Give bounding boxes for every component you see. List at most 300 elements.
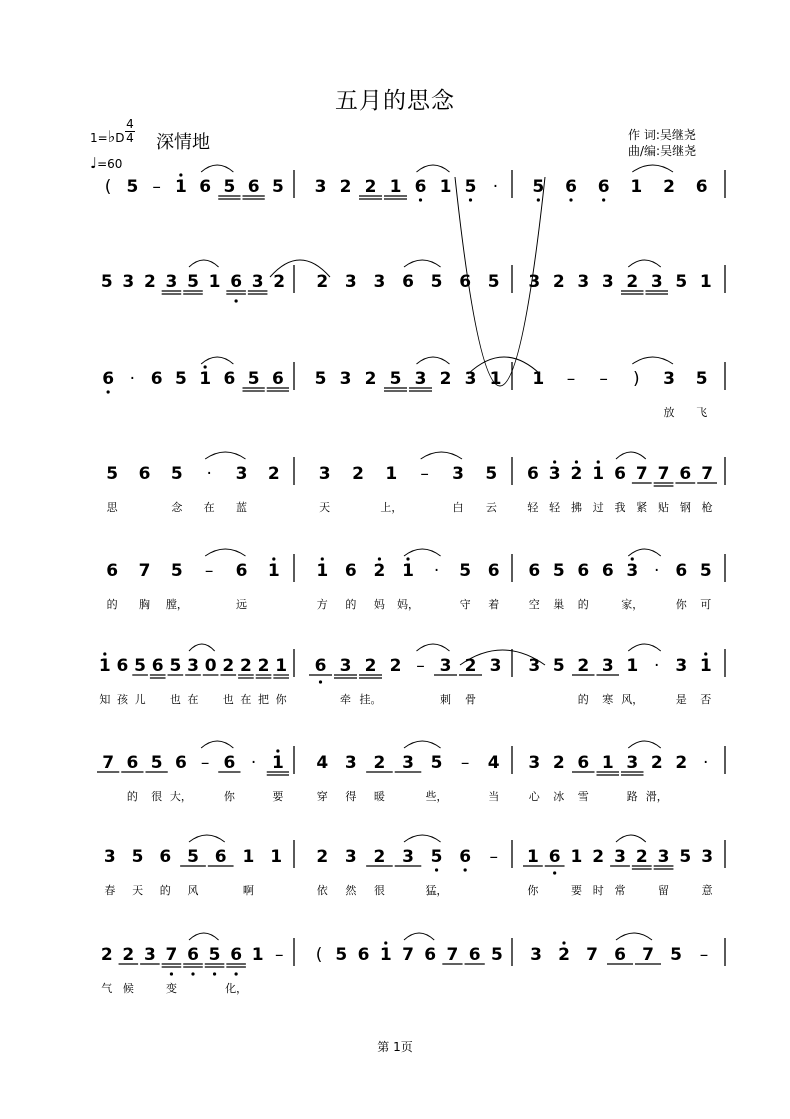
lyric-syllable: 大， — [169, 790, 192, 803]
note: 2 — [339, 177, 352, 197]
note: 7 — [402, 945, 414, 965]
note: 7 — [446, 945, 459, 965]
note: 3 — [530, 945, 542, 965]
octave-dot-high — [103, 652, 106, 655]
note: 1 — [270, 847, 283, 867]
note: – — [599, 369, 608, 389]
note: 3 — [165, 272, 178, 292]
note: 1 — [271, 753, 284, 773]
slur — [205, 452, 245, 459]
note: 6 — [223, 753, 236, 773]
lyric-syllable: 暖 — [373, 790, 385, 803]
note: 6 — [344, 561, 357, 581]
note: 6 — [199, 177, 212, 197]
octave-dot-high — [575, 460, 578, 463]
octave-dot-high — [179, 173, 182, 176]
note: 6 — [679, 464, 692, 484]
lyric-syllable: 云 — [485, 501, 497, 514]
note: – — [566, 369, 576, 389]
note: 6 — [695, 177, 708, 197]
lyric-syllable: 啊 — [242, 884, 254, 897]
lyric-syllable: 很 — [151, 790, 163, 803]
note: 3 — [339, 656, 352, 676]
note: · — [654, 561, 660, 581]
note: 6 — [526, 464, 539, 484]
note: 4 — [487, 753, 500, 773]
slur — [201, 165, 233, 172]
note: 2 — [352, 464, 364, 484]
note: 1 — [174, 177, 187, 197]
octave-dot-high — [272, 557, 275, 560]
lyric-syllable: 方 — [316, 598, 328, 611]
note: 6 — [102, 369, 115, 389]
octave-dot-high — [631, 557, 634, 560]
quarter-note-icon: ♩ — [90, 154, 98, 172]
note: 5 — [485, 464, 498, 484]
note: 2 — [316, 272, 329, 292]
meter-bottom: 4 — [126, 131, 134, 145]
score-row — [101, 260, 725, 303]
note: 4 — [316, 753, 329, 773]
note: 1 — [626, 656, 639, 676]
note: 5 — [679, 847, 692, 867]
note: 6 — [357, 945, 370, 965]
lyric-syllable: 意 — [701, 884, 713, 897]
note: 3 — [344, 753, 357, 773]
key-note: D — [115, 131, 125, 145]
lyric-syllable: 你 — [275, 693, 287, 706]
note: 2 — [373, 753, 386, 773]
note: – — [200, 753, 210, 773]
note: 1 — [251, 945, 264, 965]
note: 1 — [592, 464, 605, 484]
octave-dot-low — [419, 198, 422, 201]
note: 6 — [402, 272, 414, 292]
note: 3 — [626, 561, 639, 581]
lyric-syllable: 雪 — [577, 790, 589, 803]
note: 3 — [344, 847, 357, 867]
note: 5 — [670, 945, 682, 965]
slur — [189, 835, 225, 842]
long-slur — [468, 357, 540, 374]
note: 5 — [100, 272, 113, 292]
slur — [628, 741, 661, 748]
note: 3 — [528, 656, 541, 676]
octave-dot-high — [562, 941, 565, 944]
slur — [632, 165, 673, 172]
score-row — [105, 165, 725, 202]
lyric-syllable: 要 — [570, 884, 582, 897]
slur — [201, 357, 233, 364]
note: 1 — [316, 561, 329, 581]
note: 3 — [548, 464, 561, 484]
lyric-syllable: 要 — [272, 790, 284, 803]
note: 3 — [614, 847, 626, 867]
lyric-syllable: 把 — [258, 693, 270, 706]
lyric-syllable: 在 — [187, 693, 199, 706]
note: 3 — [251, 272, 264, 292]
lyric-syllable: 的 — [577, 598, 589, 611]
slur — [404, 260, 441, 267]
note: 1 — [385, 464, 398, 484]
lyric-syllable: 很 — [373, 884, 385, 897]
note: 5 — [150, 753, 163, 773]
note: 3 — [187, 656, 199, 676]
lyricist-credit: 作 词:吴继尧 — [628, 128, 696, 142]
note: 5 — [187, 272, 199, 292]
score-row — [106, 452, 725, 514]
octave-dot-high — [597, 460, 600, 463]
lyric-syllable: 春 — [104, 884, 116, 897]
note: 2 — [143, 272, 156, 292]
lyric-syllable: 你 — [675, 598, 687, 611]
lyric-syllable: 钢 — [679, 501, 691, 514]
note: 6 — [230, 272, 243, 292]
lyric-syllable: 白 — [452, 501, 464, 514]
note: 6 — [675, 561, 688, 581]
note: 5 — [430, 847, 443, 867]
lyric-syllable: 在 — [203, 501, 215, 514]
note: 5 — [490, 945, 503, 965]
lyric-syllable: 胸 — [139, 598, 150, 611]
note: · — [703, 753, 709, 773]
note: 6 — [214, 847, 227, 867]
lyric-syllable: 拂 — [570, 501, 582, 514]
lyric-syllable: 变 — [165, 982, 177, 995]
note: 3 — [314, 177, 327, 197]
note: 2 — [373, 561, 386, 581]
note: 5 — [430, 753, 443, 773]
lyric-syllable: 轻 — [549, 501, 561, 514]
note: 2 — [267, 464, 280, 484]
octave-dot-low — [235, 972, 238, 975]
note: 3 — [339, 369, 352, 389]
note: · — [206, 464, 212, 484]
note: 6 — [138, 464, 151, 484]
note: 3 — [601, 656, 614, 676]
note: 6 — [126, 753, 139, 773]
lyric-syllable: 猛， — [425, 884, 448, 897]
lyric-syllable: 然 — [345, 884, 357, 897]
note: 2 — [273, 272, 286, 292]
slur — [616, 835, 646, 842]
note: 1 — [526, 847, 539, 867]
note: 6 — [106, 561, 119, 581]
note: 7 — [586, 945, 598, 965]
lyric-syllable: 着 — [488, 598, 500, 611]
slur — [421, 452, 462, 459]
lyric-syllable: 蓝 — [236, 501, 247, 514]
note: 2 — [570, 464, 583, 484]
note: 6 — [314, 656, 327, 676]
lyric-syllable: 儿 — [134, 693, 146, 706]
note: 1 — [98, 656, 111, 676]
note: 2 — [650, 753, 663, 773]
expression-marking: 深情地 — [156, 132, 210, 153]
note: 1 — [275, 656, 288, 676]
note: 6 — [271, 369, 284, 389]
score-row — [104, 835, 725, 897]
note: 1 — [699, 656, 712, 676]
note: 1 — [267, 561, 280, 581]
note: 1 — [242, 847, 255, 867]
note: 2 — [552, 753, 565, 773]
note: 3 — [489, 656, 502, 676]
note: 7 — [165, 945, 178, 965]
note: 2 — [675, 753, 688, 773]
note: 3 — [402, 753, 414, 773]
meter-top: 4 — [126, 117, 134, 131]
octave-dot-low — [170, 972, 173, 975]
lyric-syllable: 放 — [663, 406, 675, 419]
lyric-syllable: 念 — [171, 501, 183, 514]
note: 6 — [174, 753, 187, 773]
note: 3 — [452, 464, 464, 484]
note: 5 — [169, 656, 182, 676]
lyric-syllable: 天 — [319, 501, 331, 514]
octave-dot-low — [213, 972, 216, 975]
score-row — [102, 357, 725, 419]
lyric-syllable: 的 — [577, 693, 589, 706]
note: 6 — [577, 753, 590, 773]
note: 6 — [459, 272, 472, 292]
note: – — [204, 561, 214, 581]
octave-dot-low — [107, 390, 110, 393]
lyric-syllable: 得 — [345, 790, 357, 803]
note: 3 — [235, 464, 248, 484]
octave-dot-low — [469, 198, 472, 201]
note: 2 — [222, 656, 235, 676]
lyric-syllable: 也 — [222, 693, 234, 706]
note: · — [250, 753, 257, 773]
note: 5 — [459, 561, 472, 581]
lyric-syllable: 紧 — [636, 501, 648, 514]
score-row — [99, 644, 725, 706]
note: 2 — [558, 945, 570, 965]
note: – — [152, 177, 161, 197]
note: 3 — [663, 369, 675, 389]
note: 3 — [318, 464, 331, 484]
note: 3 — [657, 847, 670, 867]
lyric-syllable: 你 — [527, 884, 539, 897]
lyric-syllable: 我 — [614, 501, 626, 514]
lyric-syllable: 飞 — [696, 406, 708, 419]
lyric-syllable: 穿 — [316, 790, 328, 803]
lyric-syllable: 否 — [700, 693, 712, 706]
note: · — [492, 177, 499, 197]
lyric-syllable: 膛， — [165, 598, 188, 611]
octave-dot-low — [235, 299, 238, 302]
note: 6 — [159, 847, 172, 867]
note: ( — [104, 177, 112, 197]
lyric-syllable: 挂。 — [359, 693, 382, 706]
note: 5 — [695, 369, 708, 389]
slur — [404, 835, 441, 842]
slur — [417, 644, 450, 651]
octave-dot-low — [553, 871, 556, 874]
note: 2 — [257, 656, 270, 676]
long-slur — [455, 177, 545, 386]
note: 1 — [439, 177, 452, 197]
lyric-syllable: 你 — [223, 790, 235, 803]
note: 2 — [100, 945, 113, 965]
lyric-syllable: 风 — [187, 884, 199, 897]
note: 3 — [601, 272, 614, 292]
note: 5 — [699, 561, 712, 581]
note: 5 — [187, 847, 199, 867]
note: 5 — [314, 369, 327, 389]
lyric-syllable: 贴 — [658, 501, 670, 514]
lyric-syllable: 风， — [621, 693, 644, 706]
lyric-syllable: 滑， — [645, 790, 668, 803]
lyric-syllable: 常 — [614, 884, 626, 897]
lyric-syllable: 当 — [488, 790, 500, 803]
lyric-syllable: 留 — [658, 884, 670, 897]
note: 5 — [170, 464, 183, 484]
lyric-syllable: 的 — [345, 598, 357, 611]
song-title: 五月的思念 — [335, 88, 455, 114]
note: 1 — [379, 945, 392, 965]
score-row — [101, 933, 725, 995]
slur — [628, 644, 661, 651]
lyric-syllable: 寒 — [602, 693, 614, 706]
lyric-syllable: 冰 — [553, 790, 565, 803]
note: 5 — [208, 945, 221, 965]
flat-symbol-icon: ♭ — [107, 127, 116, 146]
composer-credit: 曲/编:吴继尧 — [628, 144, 697, 158]
note: 7 — [657, 464, 670, 484]
note: 3 — [577, 272, 590, 292]
octave-dot-low — [191, 972, 194, 975]
note: 6 — [424, 945, 437, 965]
slur — [628, 260, 661, 267]
lyric-syllable: 巢 — [553, 598, 565, 611]
note: 2 — [373, 847, 386, 867]
note: 7 — [635, 464, 648, 484]
lyric-syllable: 在 — [240, 693, 252, 706]
note: 7 — [701, 464, 714, 484]
note: – — [699, 945, 709, 965]
note: 7 — [102, 753, 115, 773]
note: 2 — [635, 847, 648, 867]
note: 6 — [235, 561, 248, 581]
note: 3 — [464, 369, 477, 389]
note: 2 — [626, 272, 639, 292]
note: 1 — [532, 369, 545, 389]
slur — [404, 549, 441, 556]
lyric-syllable: 气 — [101, 982, 113, 995]
lyric-syllable: 骨 — [465, 693, 476, 706]
note: 5 — [464, 177, 477, 197]
note: 5 — [223, 177, 236, 197]
note: 5 — [532, 177, 545, 197]
lyric-syllable: 时 — [592, 884, 604, 897]
slur — [616, 452, 646, 459]
note: 5 — [247, 369, 260, 389]
note: 6 — [468, 945, 481, 965]
octave-dot-high — [384, 941, 387, 944]
note: 1 — [389, 177, 402, 197]
lyric-syllable: 化， — [225, 982, 248, 995]
note: 6 — [565, 177, 577, 197]
note: 5 — [126, 177, 139, 197]
note: 3 — [650, 272, 663, 292]
note: 3 — [675, 656, 688, 676]
note: 6 — [597, 177, 610, 197]
note: 1 — [601, 753, 614, 773]
page-number: 第 1页 — [377, 1040, 413, 1054]
note: – — [420, 464, 429, 484]
note: 2 — [239, 656, 252, 676]
note: 5 — [170, 561, 183, 581]
note: 6 — [487, 561, 500, 581]
slur — [632, 357, 673, 364]
octave-dot-high — [704, 652, 707, 655]
slur — [417, 357, 450, 364]
note: – — [489, 847, 498, 867]
note: · — [654, 656, 660, 676]
note: 3 — [103, 847, 116, 867]
score-row — [106, 549, 725, 611]
lyric-syllable: 依 — [316, 884, 328, 897]
lyric-syllable: 孩 — [116, 693, 128, 706]
octave-dot-low — [319, 680, 322, 683]
note: 1 — [489, 369, 502, 389]
note: 2 — [364, 369, 377, 389]
lyric-syllable: 的 — [126, 790, 138, 803]
lyric-syllable: 可 — [700, 598, 712, 611]
lyric-syllable: 的 — [159, 884, 171, 897]
note: 2 — [552, 272, 565, 292]
octave-dot-high — [321, 557, 324, 560]
note: 6 — [116, 656, 129, 676]
slur — [404, 741, 441, 748]
note: 3 — [414, 369, 427, 389]
note: 7 — [138, 561, 151, 581]
slur — [628, 549, 661, 556]
note: 1 — [402, 561, 414, 581]
slur — [189, 644, 215, 651]
note: 0 — [204, 656, 217, 676]
note: 6 — [459, 847, 472, 867]
lyric-syllable: 天 — [132, 884, 144, 897]
note: ( — [315, 945, 323, 965]
note: 3 — [701, 847, 714, 867]
note: 3 — [143, 945, 156, 965]
note: 5 — [430, 272, 443, 292]
lyric-syllable: 家， — [621, 598, 644, 611]
note: – — [460, 753, 470, 773]
note: 2 — [364, 656, 377, 676]
note: 3 — [344, 272, 357, 292]
note: – — [274, 945, 284, 965]
octave-dot-high — [553, 460, 556, 463]
octave-dot-high — [378, 557, 381, 560]
slur — [201, 741, 233, 748]
note: 6 — [601, 561, 614, 581]
note: 5 — [106, 464, 119, 484]
note: · — [433, 561, 440, 581]
lyric-syllable: 些， — [425, 790, 448, 803]
note: 2 — [464, 656, 477, 676]
note: 5 — [389, 369, 402, 389]
lyric-syllable: 妈 — [373, 598, 385, 611]
note: 5 — [335, 945, 348, 965]
note: 3 — [528, 272, 541, 292]
note: ) — [633, 369, 640, 389]
note: 7 — [642, 945, 654, 965]
note: 6 — [247, 177, 260, 197]
